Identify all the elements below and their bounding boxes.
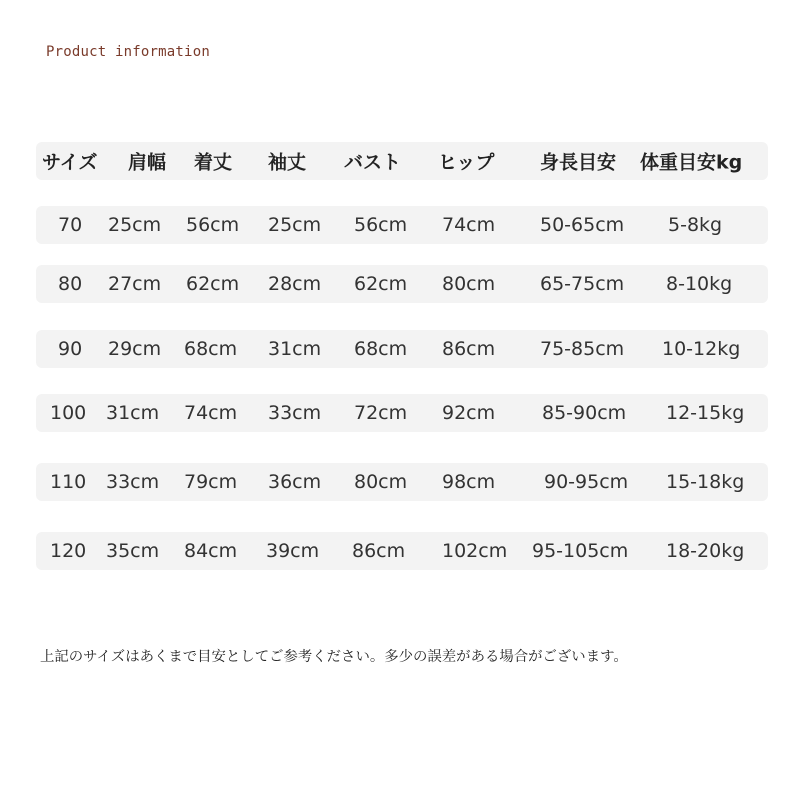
cell-sleeve: 25cm xyxy=(268,214,322,236)
cell-bust: 62cm xyxy=(354,273,408,295)
cell-shoulder: 29cm xyxy=(108,338,162,360)
cell-bust: 56cm xyxy=(354,214,408,236)
size-table-header xyxy=(36,142,768,180)
cell-sleeve: 36cm xyxy=(268,471,322,493)
column-header-length: 着丈 xyxy=(194,151,233,174)
brand-title: Product information xyxy=(46,44,210,60)
cell-bust: 80cm xyxy=(354,471,408,493)
cell-shoulder: 35cm xyxy=(106,540,160,562)
cell-bust: 72cm xyxy=(354,402,408,424)
size-table-row xyxy=(36,206,768,244)
cell-hip: 86cm xyxy=(442,338,496,360)
column-header-height: 身長目安 xyxy=(540,151,617,174)
cell-length: 74cm xyxy=(184,402,238,424)
cell-sleeve: 31cm xyxy=(268,338,322,360)
cell-weight: 8-10kg xyxy=(666,273,733,295)
cell-hip: 98cm xyxy=(442,471,496,493)
cell-length: 79cm xyxy=(184,471,238,493)
cell-weight: 5-8kg xyxy=(668,214,723,236)
column-header-hip: ヒップ xyxy=(438,151,495,174)
cell-height: 65-75cm xyxy=(540,273,625,295)
size-table-row xyxy=(36,532,768,570)
cell-hip: 92cm xyxy=(442,402,496,424)
cell-size: 70 xyxy=(58,214,83,236)
cell-shoulder: 27cm xyxy=(108,273,162,295)
cell-size: 100 xyxy=(50,402,87,424)
cell-length: 62cm xyxy=(186,273,240,295)
cell-hip: 80cm xyxy=(442,273,496,295)
cell-shoulder: 33cm xyxy=(106,471,160,493)
cell-height: 85-90cm xyxy=(542,402,627,424)
cell-bust: 68cm xyxy=(354,338,408,360)
cell-size: 120 xyxy=(50,540,87,562)
cell-weight: 12-15kg xyxy=(666,402,745,424)
cell-bust: 86cm xyxy=(352,540,406,562)
size-disclaimer: 上記のサイズはあくまで目安としてご参考ください。多少の誤差がある場合がございます。 xyxy=(40,649,628,665)
column-header-bust: バスト xyxy=(344,151,402,174)
cell-shoulder: 25cm xyxy=(108,214,162,236)
cell-size: 90 xyxy=(58,338,83,360)
size-table-row xyxy=(36,265,768,303)
cell-weight: 18-20kg xyxy=(666,540,745,562)
size-table-row xyxy=(36,463,768,501)
cell-shoulder: 31cm xyxy=(106,402,160,424)
cell-length: 68cm xyxy=(184,338,238,360)
cell-length: 56cm xyxy=(186,214,240,236)
cell-hip: 74cm xyxy=(442,214,496,236)
cell-weight: 10-12kg xyxy=(662,338,741,360)
cell-hip: 102cm xyxy=(442,540,508,562)
cell-size: 110 xyxy=(50,471,87,493)
cell-length: 84cm xyxy=(184,540,238,562)
cell-height: 75-85cm xyxy=(540,338,625,360)
cell-sleeve: 28cm xyxy=(268,273,322,295)
size-table-row xyxy=(36,330,768,368)
cell-sleeve: 39cm xyxy=(266,540,320,562)
cell-sleeve: 33cm xyxy=(268,402,322,424)
column-header-weight: 体重目安kg xyxy=(640,151,743,174)
cell-weight: 15-18kg xyxy=(666,471,745,493)
cell-size: 80 xyxy=(58,273,83,295)
cell-height: 95-105cm xyxy=(532,540,629,562)
column-header-shoulder: 肩幅 xyxy=(128,151,167,174)
column-header-sleeve: 袖丈 xyxy=(268,151,307,174)
column-header-size: サイズ xyxy=(42,151,98,174)
size-table-row xyxy=(36,394,768,432)
cell-height: 90-95cm xyxy=(544,471,629,493)
cell-height: 50-65cm xyxy=(540,214,625,236)
